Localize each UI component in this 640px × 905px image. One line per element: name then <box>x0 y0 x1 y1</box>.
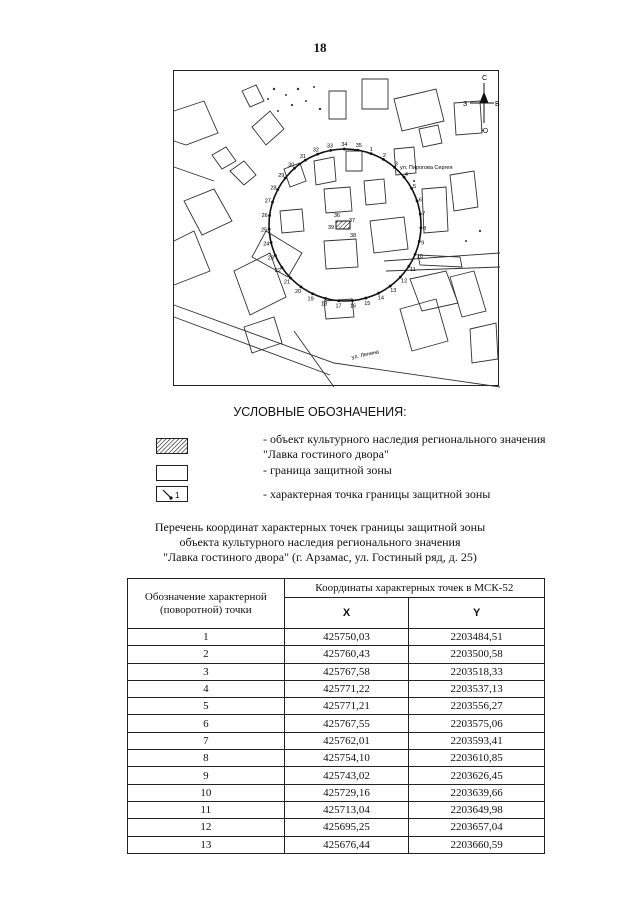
boundary-point-marker <box>274 254 277 257</box>
boundary-point-label: 13 <box>390 288 397 295</box>
list-heading-line: "Лавка гостиного двора" (г. Арзамас, ул. Гостиный ряд, д. 25) <box>163 550 477 564</box>
boundary-point-label: 18 <box>321 301 328 308</box>
table-cell-x: 425750,03 <box>284 629 409 646</box>
table-cell-x: 425695,25 <box>284 819 409 836</box>
table-cell-point: 3 <box>128 663 285 680</box>
road-line <box>384 253 500 261</box>
column-header-point: Обозначение характерной (поворотной) точки <box>128 579 285 629</box>
boundary-point-marker <box>270 241 273 244</box>
table-cell-point: 2 <box>128 646 285 663</box>
building-outline <box>314 157 336 185</box>
building-outline <box>174 231 210 285</box>
table-cell-y: 2203593,41 <box>409 732 545 749</box>
table-cell-y: 2203500,58 <box>409 646 545 663</box>
building-outline <box>242 85 264 107</box>
boundary-point-label: 21 <box>283 279 291 286</box>
column-header-y: Y <box>409 598 545 629</box>
compass-south-label: Ю <box>481 128 489 135</box>
table-cell-point: 11 <box>128 801 285 818</box>
boundary-point-label: 29 <box>278 173 285 180</box>
compass-east-label: В <box>495 101 500 108</box>
table-cell-x: 425771,22 <box>284 680 409 697</box>
table-cell-point: 5 <box>128 698 285 715</box>
table-cell-y: 2203484,51 <box>409 629 545 646</box>
boundary-point-label: 25 <box>261 227 268 234</box>
boundary-point-marker <box>281 266 284 269</box>
boundary-point-label: 1 <box>369 146 373 153</box>
building-outline <box>450 171 478 211</box>
table-cell-y: 2203639,66 <box>409 784 545 801</box>
hatched-object-icon <box>156 438 188 454</box>
building-outline <box>324 239 358 269</box>
table-cell-x: 425762,01 <box>284 732 409 749</box>
table-cell-y: 2203518,33 <box>409 663 545 680</box>
table-row <box>128 801 545 818</box>
boundary-point-label: 32 <box>312 147 319 154</box>
building-outline <box>174 101 218 145</box>
table-row <box>128 680 545 697</box>
table-cell-point: 6 <box>128 715 285 732</box>
boundary-point-icon <box>156 486 188 502</box>
boundary-point-label: 12 <box>401 278 408 285</box>
table-cell-y: 2203660,59 <box>409 836 545 853</box>
table-cell-x: 425767,58 <box>284 663 409 680</box>
building-outline <box>470 323 498 363</box>
compass-west-label: З <box>463 101 468 108</box>
table-row <box>128 784 545 801</box>
site-plan-map <box>173 70 499 386</box>
table-cell-point: 10 <box>128 784 285 801</box>
boundary-point-label: 11 <box>410 267 416 274</box>
column-header-coordinates: Координаты характерных точек в МСК-52 <box>284 579 544 598</box>
legend-text-point: - характерная точка границы защитной зоны <box>263 487 491 501</box>
building-outline <box>370 217 408 253</box>
street-label: ул. Ленина <box>351 349 380 361</box>
boundary-point-label: 23 <box>267 255 274 262</box>
building-outline <box>450 271 486 317</box>
building-outline <box>346 151 362 171</box>
boundary-point-marker <box>268 214 271 217</box>
compass-north-label: С <box>482 75 488 82</box>
boundary-point-label: 10 <box>416 254 423 261</box>
table-cell-x: 425767,55 <box>284 715 409 732</box>
table-row <box>128 646 545 663</box>
list-heading-line: Перечень координат характерных точек границы защитной зоны <box>154 520 486 534</box>
table-cell-point: 7 <box>128 732 285 749</box>
boundary-point-label: 28 <box>270 185 277 192</box>
boundary-point-label: 6 <box>418 197 422 204</box>
street-label: ул. Пирогова Сергея <box>400 165 453 171</box>
coordinates-table-body <box>128 629 545 854</box>
table-cell-y: 2203556,27 <box>409 698 545 715</box>
table-row <box>128 750 545 767</box>
boundary-point-label: 7 <box>422 211 426 218</box>
legend-text-zone: - граница защитной зоны <box>263 463 392 477</box>
compass-icon <box>470 83 494 123</box>
boundary-point-label: 34 <box>341 142 348 149</box>
legend-text-heritage: - объект культурного наследия регионального значения "Лавка гостиного двора" <box>263 432 546 461</box>
boundary-point-marker <box>337 299 340 302</box>
table-cell-x: 425771,21 <box>284 698 409 715</box>
boundary-point-label: 20 <box>294 288 302 295</box>
building-outline <box>212 147 236 169</box>
table-row <box>128 767 545 784</box>
table-cell-y: 2203657,04 <box>409 819 545 836</box>
boundary-point-marker <box>389 285 392 288</box>
boundary-point-label: 4 <box>404 171 408 178</box>
boundary-point-marker <box>377 292 380 295</box>
table-cell-y: 2203626,45 <box>409 767 545 784</box>
boundary-point-label: 37 <box>349 218 356 224</box>
coordinates-list-heading <box>0 520 640 565</box>
boundary-point-marker <box>343 148 346 151</box>
list-heading-line: объекта культурного наследия регионального значения <box>179 535 461 549</box>
coordinates-table <box>127 578 545 854</box>
boundary-point-label: 36 <box>334 213 341 219</box>
table-row <box>128 698 545 715</box>
boundary-point-marker <box>271 201 274 204</box>
table-row <box>128 663 545 680</box>
boundary-point-label: 31 <box>299 153 306 160</box>
boundary-point-marker <box>311 292 314 295</box>
building-outline <box>329 91 346 119</box>
road-line <box>386 267 500 274</box>
table-cell-x: 425760,43 <box>284 646 409 663</box>
boundary-point-label: 26 <box>261 212 268 219</box>
building-outline <box>362 79 388 109</box>
boundary-point-label: 39 <box>328 225 335 231</box>
table-cell-y: 2203610,85 <box>409 750 545 767</box>
building-outline <box>364 179 386 205</box>
table-row <box>128 836 545 853</box>
boundary-point-label: 15 <box>364 300 371 307</box>
boundary-point-label: 8 <box>422 225 427 232</box>
boundary-point-label: 17 <box>335 303 342 310</box>
table-cell-point: 13 <box>128 836 285 853</box>
table-cell-point: 12 <box>128 819 285 836</box>
building-outline <box>244 317 282 353</box>
boundary-point-label: 27 <box>264 198 271 205</box>
column-header-x: X <box>284 598 409 629</box>
boundary-point-marker <box>324 297 327 300</box>
boundary-point-label: 24 <box>263 241 270 248</box>
table-cell-point: 1 <box>128 629 285 646</box>
table-cell-x: 425743,02 <box>284 767 409 784</box>
boundary-point-label: 3 <box>394 161 398 168</box>
boundary-point-label: 35 <box>355 143 362 150</box>
table-cell-point: 8 <box>128 750 285 767</box>
boundary-point-label: 30 <box>288 162 295 169</box>
boundary-point-marker <box>268 228 271 231</box>
boundary-point-label: 22 <box>274 268 281 275</box>
boundary-point-label: 14 <box>377 295 384 302</box>
zone-boundary-icon <box>156 465 188 481</box>
boundary-point-marker <box>276 188 279 191</box>
table-cell-x: 425713,04 <box>284 801 409 818</box>
boundary-point-label: 9 <box>421 240 425 247</box>
legend-title: УСЛОВНЫЕ ОБОЗНАЧЕНИЯ: <box>233 405 407 419</box>
road-line <box>174 167 214 181</box>
boundary-point-marker <box>299 285 302 288</box>
table-row <box>128 629 545 646</box>
boundary-point-label: 5 <box>412 183 417 190</box>
boundary-point-marker <box>351 299 354 302</box>
boundary-point-marker <box>420 226 423 229</box>
building-outline <box>394 89 444 131</box>
road-line <box>174 305 500 387</box>
table-cell-x: 425676,44 <box>284 836 409 853</box>
boundary-point-marker <box>364 297 367 300</box>
boundary-point-label: 2 <box>382 153 386 160</box>
table-cell-y: 2203537,13 <box>409 680 545 697</box>
table-cell-y: 2203649,98 <box>409 801 545 818</box>
page-number: 18 <box>313 40 327 55</box>
road-line <box>174 317 330 375</box>
table-row <box>128 732 545 749</box>
building-outline <box>252 111 284 145</box>
boundary-point-label: 19 <box>307 296 314 303</box>
site-plan-drawing <box>174 71 500 387</box>
road-line <box>294 331 334 387</box>
building-outline <box>184 189 232 235</box>
table-row <box>128 715 545 732</box>
heritage-object-marker <box>336 221 350 229</box>
boundary-point-label: 38 <box>350 233 357 239</box>
building-outline <box>454 101 482 135</box>
table-cell-y: 2203575,06 <box>409 715 545 732</box>
building-outline <box>280 209 304 233</box>
building-outline <box>324 187 352 213</box>
boundary-point-label: 33 <box>326 143 333 150</box>
building-outline <box>419 125 442 147</box>
building-outline <box>230 161 256 185</box>
boundary-point-icon-label: 1 <box>175 491 180 500</box>
table-cell-point: 9 <box>128 767 285 784</box>
table-row <box>128 819 545 836</box>
table-cell-point: 4 <box>128 680 285 697</box>
boundary-point-label: 16 <box>349 303 357 310</box>
table-cell-x: 425729,16 <box>284 784 409 801</box>
table-cell-x: 425754,10 <box>284 750 409 767</box>
